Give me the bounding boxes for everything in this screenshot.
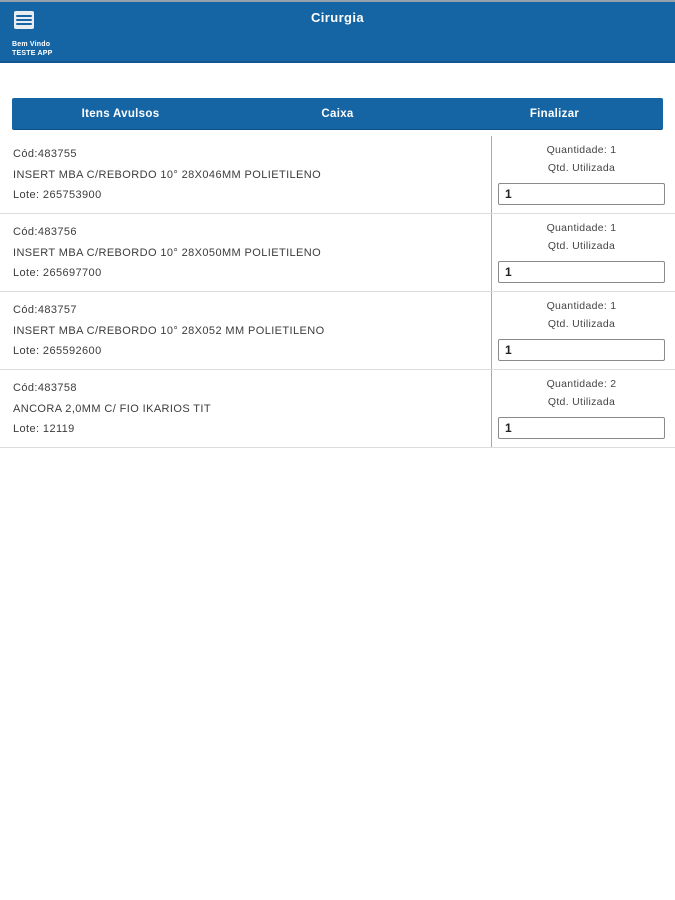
qty-used-input[interactable] (498, 183, 665, 205)
item-lot: Lote: 265592600 (13, 345, 102, 357)
tab-finalizar[interactable]: Finalizar (529, 107, 580, 120)
item-code: Cód:483758 (13, 382, 77, 394)
welcome-line-1: Bem Vindo (12, 41, 51, 48)
qty-used-input[interactable] (498, 261, 665, 283)
welcome-text (12, 40, 52, 58)
item-row (0, 136, 675, 214)
quantity-label: Quantidade: 2 (546, 378, 617, 390)
item-info (0, 136, 491, 213)
used-label: Qtd. Utilizada (547, 318, 616, 330)
item-info (0, 214, 491, 291)
item-description: INSERT MBA C/REBORDO 10° 28X052 MM POLIETILENO (13, 324, 325, 337)
hamburger-icon (16, 15, 32, 17)
used-label: Qtd. Utilizada (547, 396, 616, 408)
item-description: INSERT MBA C/REBORDO 10° 28X050MM POLIETILENO (13, 246, 322, 259)
used-label: Qtd. Utilizada (547, 240, 616, 252)
item-info (0, 292, 491, 369)
item-info (0, 370, 491, 447)
item-lot: Lote: 12119 (13, 423, 75, 435)
quantity-label: Quantidade: 1 (546, 300, 617, 312)
item-lot: Lote: 265753900 (13, 189, 102, 201)
item-row (0, 370, 675, 448)
qty-used-input[interactable] (498, 417, 665, 439)
tab-bar (12, 98, 663, 129)
used-label: Qtd. Utilizada (547, 162, 616, 174)
item-description: ANCORA 2,0MM C/ FIO IKARIOS TIT (13, 402, 212, 415)
menu-button[interactable] (14, 11, 34, 29)
welcome-line-2: TESTE APP (12, 50, 53, 57)
tab-itens-avulsos[interactable]: Itens Avulsos (81, 107, 160, 120)
item-quantity-panel (491, 136, 675, 213)
item-code: Cód:483757 (13, 304, 77, 316)
tab-caixa[interactable]: Caixa (321, 107, 354, 120)
item-row (0, 214, 675, 292)
item-lot: Lote: 265697700 (13, 267, 102, 279)
qty-used-input[interactable] (498, 339, 665, 361)
quantity-label: Quantidade: 1 (546, 144, 617, 156)
item-code: Cód:483755 (13, 148, 77, 160)
item-quantity-panel (491, 370, 675, 447)
app-header (0, 0, 675, 63)
item-row (0, 292, 675, 370)
page-title: Cirurgia (310, 10, 365, 25)
item-list (0, 136, 675, 448)
item-quantity-panel (491, 214, 675, 291)
item-code: Cód:483756 (13, 226, 77, 238)
quantity-label: Quantidade: 1 (546, 222, 617, 234)
item-description: INSERT MBA C/REBORDO 10° 28X046MM POLIETILENO (13, 168, 322, 181)
item-quantity-panel (491, 292, 675, 369)
